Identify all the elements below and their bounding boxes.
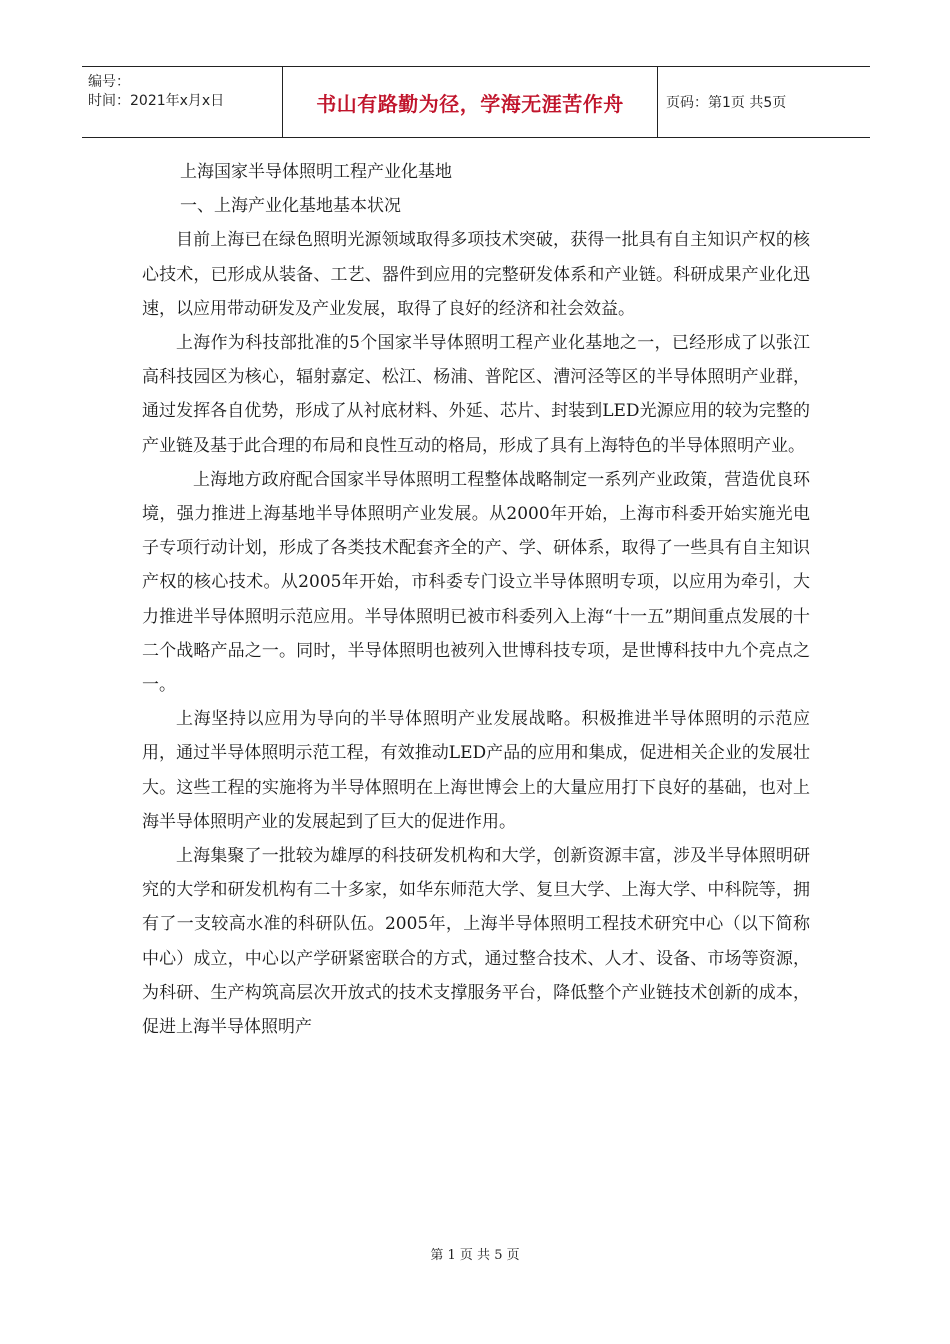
paragraph: 上海作为科技部批准的5个国家半导体照明工程产业化基地之一，已经形成了以张江高科技园区为核心，辐射嘉定、松江、杨浦、普陀区、漕河泾等区的半导体照明产业群，通过发挥各自优势，形成了从衬底材料、外延、芯片、封装到LED光源应用的较为完整的产业链及基于此合理的布局和良性互动的格局，形成了具有上海特色的半导体照明产业。 xyxy=(142,333,810,456)
paragraph: 上海地方政府配合国家半导体照明工程整体战略制定一系列产业政策，营造优良环境，强力推进上海基地半导体照明产业发展。从2000年开始，上海市科委开始实施光电子专项行动计划，形成了各类技术配套齐全的产、学、研体系，取得了一些具有自主知识产权的核心技术。从2005年开始，市科委专门设立半导体照明专项，以应用为牵引，大力推进半导体照明示范应用。半导体照明已被市科委列入上海“十一五”期间重点发展的十二个战略产品之一。同时，半导体照明也被列入世博科技专项，是世博科技中九个亮点之一。 xyxy=(142,469,810,696)
header-meta xyxy=(82,67,282,137)
serial-label: 编号： xyxy=(88,74,130,90)
document-title: 上海国家半导体照明工程产业化基地 xyxy=(180,162,452,182)
paragraph: 上海集聚了一批较为雄厚的科技研发机构和大学，创新资源丰富，涉及半导体照明研究的大学和研发机构有二十多家，如华东师范大学、复旦大学、上海大学、中科院等，拥有了一支较高水准的科研队伍。2005年，上海半导体照明工程技术研究中心（以下简称中心）成立，中心以产学研紧密联合的方式，通过整合技术、人才、设备、市场等资源，为科研、生产构筑高层次开放式的技术支撑服务平台，降低整个产业链技术创新的成本，促进上海半导体照明产 xyxy=(142,846,810,1038)
paragraph: 上海坚持以应用为导向的半导体照明产业发展战略。积极推进半导体照明的示范应用，通过半导体照明示范工程，有效推动LED产品的应用和集成，促进相关企业的发展壮大。这些工程的实施将为半导体照明在上海世博会上的大量应用打下良好的基础，也对上海半导体照明产业的发展起到了巨大的促进作用。 xyxy=(142,709,810,832)
document-body xyxy=(142,155,810,1044)
header-motto: 书山有路勤为径，学海无涯苦作舟 xyxy=(282,67,658,137)
paragraph: 目前上海已在绿色照明光源领域取得多项技术突破，获得一批具有自主知识产权的核心技术，已形成从装备、工艺、器件到应用的完整研发体系和产业链。科研成果产业化迅速，以应用带动研发及产业发展，取得了良好的经济和社会效益。 xyxy=(142,230,810,319)
page-footer: 第 1 页 共 5 页 xyxy=(430,1248,520,1263)
header-page-info: 页码：第1页 共5页 xyxy=(666,95,787,111)
section-heading: 一、上海产业化基地基本状况 xyxy=(180,196,401,217)
page-header xyxy=(82,66,870,138)
date-label: 时间：2021年x月x日 xyxy=(88,93,225,109)
